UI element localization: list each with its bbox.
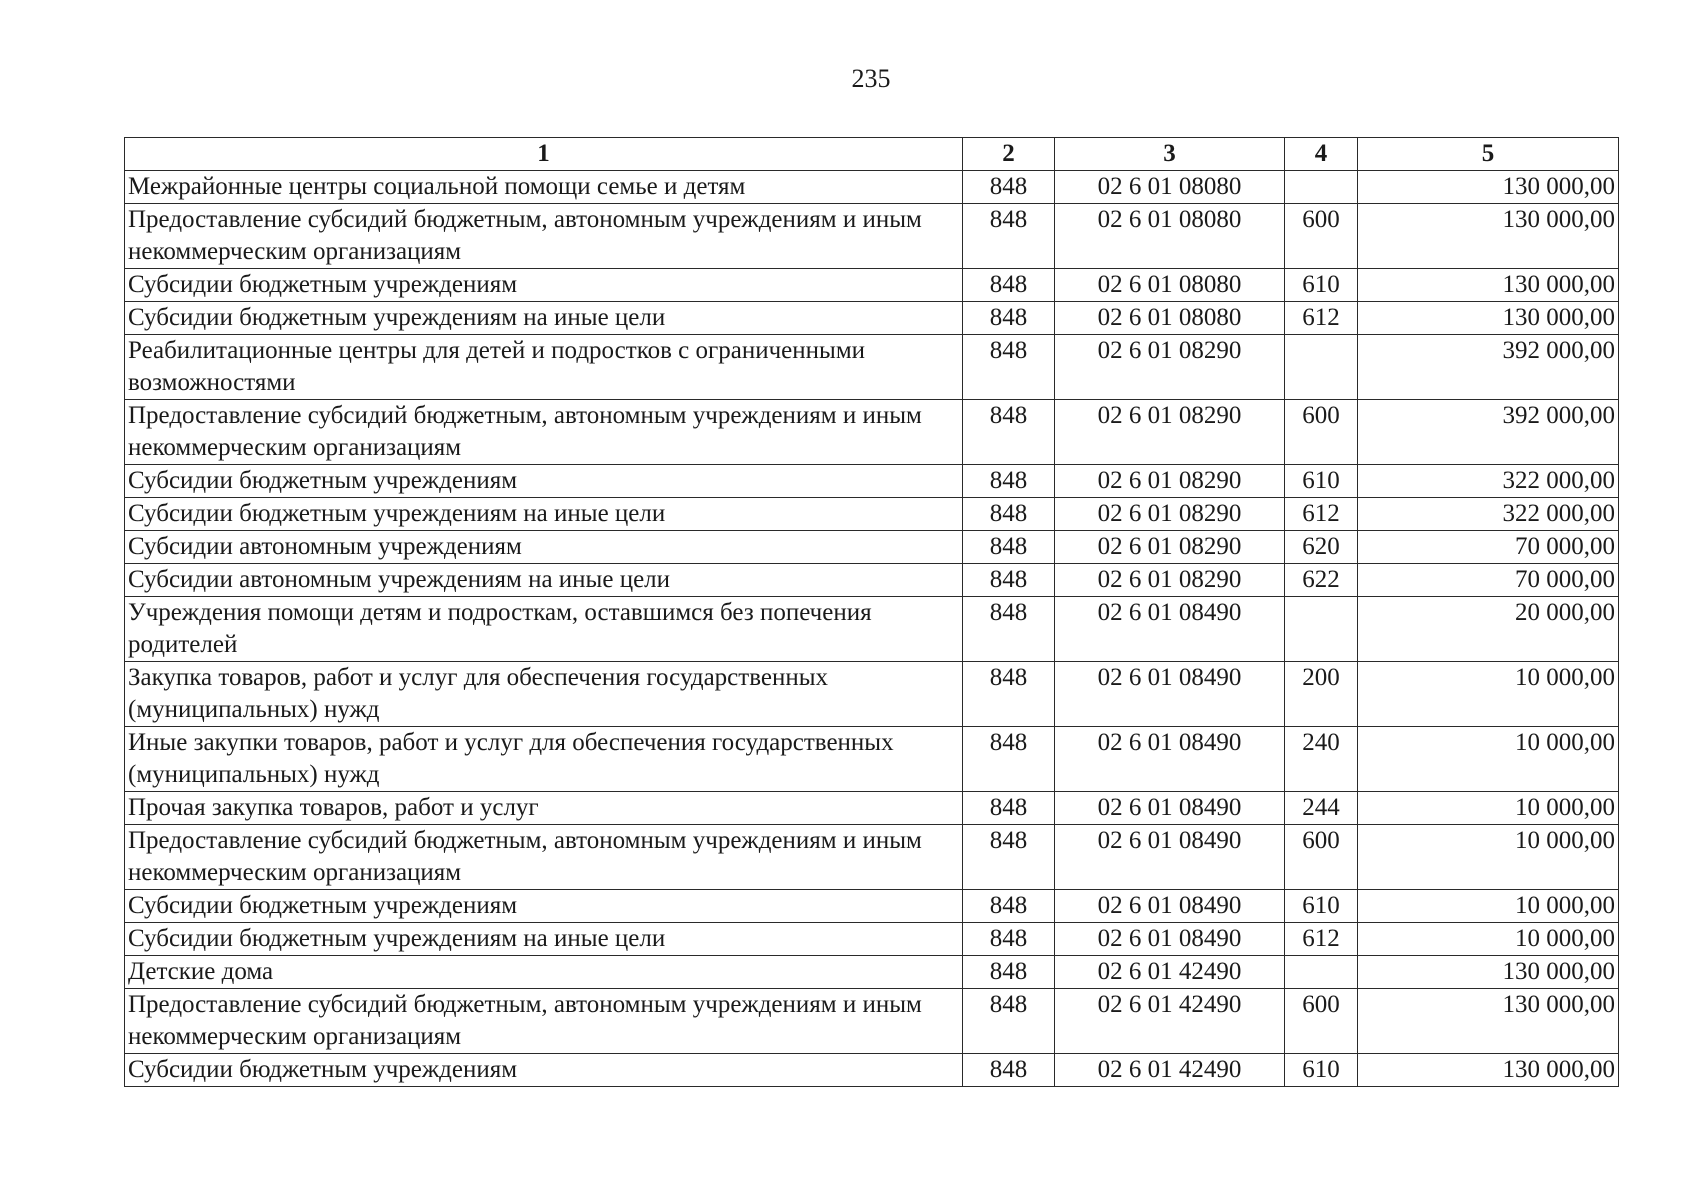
row-amount-cell: 70 000,00 bbox=[1358, 564, 1619, 597]
row-target-article-cell: 02 6 01 08490 bbox=[1055, 890, 1285, 923]
row-target-article-cell: 02 6 01 08290 bbox=[1055, 498, 1285, 531]
row-amount-cell: 20 000,00 bbox=[1358, 597, 1619, 662]
row-target-article-cell: 02 6 01 08290 bbox=[1055, 465, 1285, 498]
table-row bbox=[125, 890, 1619, 923]
row-name-cell: Субсидии бюджетным учреждениям bbox=[125, 890, 963, 923]
row-expense-type-cell: 622 bbox=[1285, 564, 1358, 597]
row-ministry-code-cell: 848 bbox=[963, 204, 1055, 269]
budget-table bbox=[124, 137, 1619, 1087]
row-expense-type-cell: 244 bbox=[1285, 792, 1358, 825]
row-name-cell: Субсидии бюджетным учреждениям на иные цели bbox=[125, 498, 963, 531]
row-amount-cell: 392 000,00 bbox=[1358, 400, 1619, 465]
column-header-2: 2 bbox=[963, 138, 1055, 171]
row-name-cell: Иные закупки товаров, работ и услуг для обеспечения государственных (муниципальных) нужд bbox=[125, 727, 963, 792]
table-row bbox=[125, 956, 1619, 989]
row-amount-cell: 130 000,00 bbox=[1358, 989, 1619, 1054]
row-ministry-code-cell: 848 bbox=[963, 727, 1055, 792]
row-name-cell: Учреждения помощи детям и подросткам, оставшимся без попечения родителей bbox=[125, 597, 963, 662]
table-row bbox=[125, 531, 1619, 564]
column-header-5: 5 bbox=[1358, 138, 1619, 171]
row-expense-type-cell: 612 bbox=[1285, 498, 1358, 531]
row-expense-type-cell: 620 bbox=[1285, 531, 1358, 564]
row-amount-cell: 10 000,00 bbox=[1358, 727, 1619, 792]
row-amount-cell: 130 000,00 bbox=[1358, 204, 1619, 269]
table-row bbox=[125, 662, 1619, 727]
row-amount-cell: 10 000,00 bbox=[1358, 792, 1619, 825]
row-ministry-code-cell: 848 bbox=[963, 498, 1055, 531]
row-ministry-code-cell: 848 bbox=[963, 890, 1055, 923]
table-row bbox=[125, 400, 1619, 465]
row-expense-type-cell: 610 bbox=[1285, 465, 1358, 498]
row-name-cell: Субсидии бюджетным учреждениям bbox=[125, 1054, 963, 1087]
row-ministry-code-cell: 848 bbox=[963, 302, 1055, 335]
column-header-1: 1 bbox=[125, 138, 963, 171]
row-target-article-cell: 02 6 01 08290 bbox=[1055, 400, 1285, 465]
row-name-cell: Предоставление субсидий бюджетным, автономным учреждениям и иным некоммерческим организациям bbox=[125, 825, 963, 890]
table-row bbox=[125, 1054, 1619, 1087]
row-ministry-code-cell: 848 bbox=[963, 531, 1055, 564]
row-target-article-cell: 02 6 01 08490 bbox=[1055, 792, 1285, 825]
table-row bbox=[125, 204, 1619, 269]
row-name-cell: Межрайонные центры социальной помощи семье и детям bbox=[125, 171, 963, 204]
row-name-cell: Предоставление субсидий бюджетным, автономным учреждениям и иным некоммерческим организациям bbox=[125, 400, 963, 465]
row-name-cell: Субсидии бюджетным учреждениям bbox=[125, 269, 963, 302]
row-expense-type-cell: 240 bbox=[1285, 727, 1358, 792]
row-ministry-code-cell: 848 bbox=[963, 400, 1055, 465]
row-name-cell: Субсидии автономным учреждениям на иные цели bbox=[125, 564, 963, 597]
row-target-article-cell: 02 6 01 08080 bbox=[1055, 269, 1285, 302]
row-name-cell: Закупка товаров, работ и услуг для обеспечения государственных (муниципальных) нужд bbox=[125, 662, 963, 727]
row-expense-type-cell: 612 bbox=[1285, 302, 1358, 335]
table-row bbox=[125, 989, 1619, 1054]
row-name-cell: Реабилитационные центры для детей и подростков с ограниченными возможностями bbox=[125, 335, 963, 400]
row-expense-type-cell: 200 bbox=[1285, 662, 1358, 727]
row-expense-type-cell: 600 bbox=[1285, 825, 1358, 890]
row-ministry-code-cell: 848 bbox=[963, 564, 1055, 597]
row-target-article-cell: 02 6 01 08490 bbox=[1055, 923, 1285, 956]
row-name-cell: Прочая закупка товаров, работ и услуг bbox=[125, 792, 963, 825]
row-amount-cell: 130 000,00 bbox=[1358, 1054, 1619, 1087]
row-amount-cell: 10 000,00 bbox=[1358, 662, 1619, 727]
row-ministry-code-cell: 848 bbox=[963, 597, 1055, 662]
row-expense-type-cell: 612 bbox=[1285, 923, 1358, 956]
row-expense-type-cell: 600 bbox=[1285, 400, 1358, 465]
row-amount-cell: 322 000,00 bbox=[1358, 498, 1619, 531]
row-target-article-cell: 02 6 01 42490 bbox=[1055, 956, 1285, 989]
row-ministry-code-cell: 848 bbox=[963, 825, 1055, 890]
row-amount-cell: 392 000,00 bbox=[1358, 335, 1619, 400]
column-header-3: 3 bbox=[1055, 138, 1285, 171]
row-amount-cell: 130 000,00 bbox=[1358, 171, 1619, 204]
table-row bbox=[125, 171, 1619, 204]
row-amount-cell: 130 000,00 bbox=[1358, 302, 1619, 335]
row-target-article-cell: 02 6 01 08080 bbox=[1055, 204, 1285, 269]
row-amount-cell: 70 000,00 bbox=[1358, 531, 1619, 564]
table-row bbox=[125, 564, 1619, 597]
row-ministry-code-cell: 848 bbox=[963, 269, 1055, 302]
row-target-article-cell: 02 6 01 08490 bbox=[1055, 597, 1285, 662]
table-body bbox=[125, 171, 1619, 1087]
row-amount-cell: 130 000,00 bbox=[1358, 269, 1619, 302]
row-target-article-cell: 02 6 01 08290 bbox=[1055, 564, 1285, 597]
row-ministry-code-cell: 848 bbox=[963, 662, 1055, 727]
table-row bbox=[125, 923, 1619, 956]
row-expense-type-cell: 600 bbox=[1285, 204, 1358, 269]
table-row bbox=[125, 269, 1619, 302]
column-header-4: 4 bbox=[1285, 138, 1358, 171]
page-number: 235 bbox=[851, 64, 891, 93]
row-target-article-cell: 02 6 01 42490 bbox=[1055, 989, 1285, 1054]
row-expense-type-cell bbox=[1285, 597, 1358, 662]
row-name-cell: Субсидии бюджетным учреждениям на иные цели bbox=[125, 302, 963, 335]
row-target-article-cell: 02 6 01 08290 bbox=[1055, 531, 1285, 564]
row-name-cell: Субсидии автономным учреждениям bbox=[125, 531, 963, 564]
row-ministry-code-cell: 848 bbox=[963, 1054, 1055, 1087]
row-name-cell: Предоставление субсидий бюджетным, автономным учреждениям и иным некоммерческим организациям bbox=[125, 989, 963, 1054]
row-target-article-cell: 02 6 01 08290 bbox=[1055, 335, 1285, 400]
row-target-article-cell: 02 6 01 08490 bbox=[1055, 727, 1285, 792]
row-amount-cell: 10 000,00 bbox=[1358, 890, 1619, 923]
table-row bbox=[125, 302, 1619, 335]
row-expense-type-cell: 610 bbox=[1285, 890, 1358, 923]
row-ministry-code-cell: 848 bbox=[963, 171, 1055, 204]
row-ministry-code-cell: 848 bbox=[963, 956, 1055, 989]
row-name-cell: Субсидии бюджетным учреждениям bbox=[125, 465, 963, 498]
table-row bbox=[125, 792, 1619, 825]
row-target-article-cell: 02 6 01 08490 bbox=[1055, 825, 1285, 890]
row-ministry-code-cell: 848 bbox=[963, 792, 1055, 825]
row-expense-type-cell bbox=[1285, 335, 1358, 400]
table-row bbox=[125, 727, 1619, 792]
row-amount-cell: 10 000,00 bbox=[1358, 825, 1619, 890]
row-target-article-cell: 02 6 01 08080 bbox=[1055, 171, 1285, 204]
row-amount-cell: 10 000,00 bbox=[1358, 923, 1619, 956]
row-expense-type-cell: 610 bbox=[1285, 269, 1358, 302]
row-expense-type-cell: 610 bbox=[1285, 1054, 1358, 1087]
row-name-cell: Предоставление субсидий бюджетным, автономным учреждениям и иным некоммерческим организациям bbox=[125, 204, 963, 269]
row-ministry-code-cell: 848 bbox=[963, 989, 1055, 1054]
table-row bbox=[125, 597, 1619, 662]
row-ministry-code-cell: 848 bbox=[963, 923, 1055, 956]
row-ministry-code-cell: 848 bbox=[963, 465, 1055, 498]
row-expense-type-cell: 600 bbox=[1285, 989, 1358, 1054]
table-row bbox=[125, 465, 1619, 498]
row-ministry-code-cell: 848 bbox=[963, 335, 1055, 400]
row-expense-type-cell bbox=[1285, 171, 1358, 204]
row-target-article-cell: 02 6 01 08080 bbox=[1055, 302, 1285, 335]
row-target-article-cell: 02 6 01 08490 bbox=[1055, 662, 1285, 727]
row-name-cell: Детские дома bbox=[125, 956, 963, 989]
table-row bbox=[125, 498, 1619, 531]
table-row bbox=[125, 825, 1619, 890]
table-row bbox=[125, 335, 1619, 400]
row-target-article-cell: 02 6 01 42490 bbox=[1055, 1054, 1285, 1087]
row-expense-type-cell bbox=[1285, 956, 1358, 989]
table-header-row bbox=[125, 138, 1619, 171]
row-amount-cell: 130 000,00 bbox=[1358, 956, 1619, 989]
row-name-cell: Субсидии бюджетным учреждениям на иные цели bbox=[125, 923, 963, 956]
row-amount-cell: 322 000,00 bbox=[1358, 465, 1619, 498]
